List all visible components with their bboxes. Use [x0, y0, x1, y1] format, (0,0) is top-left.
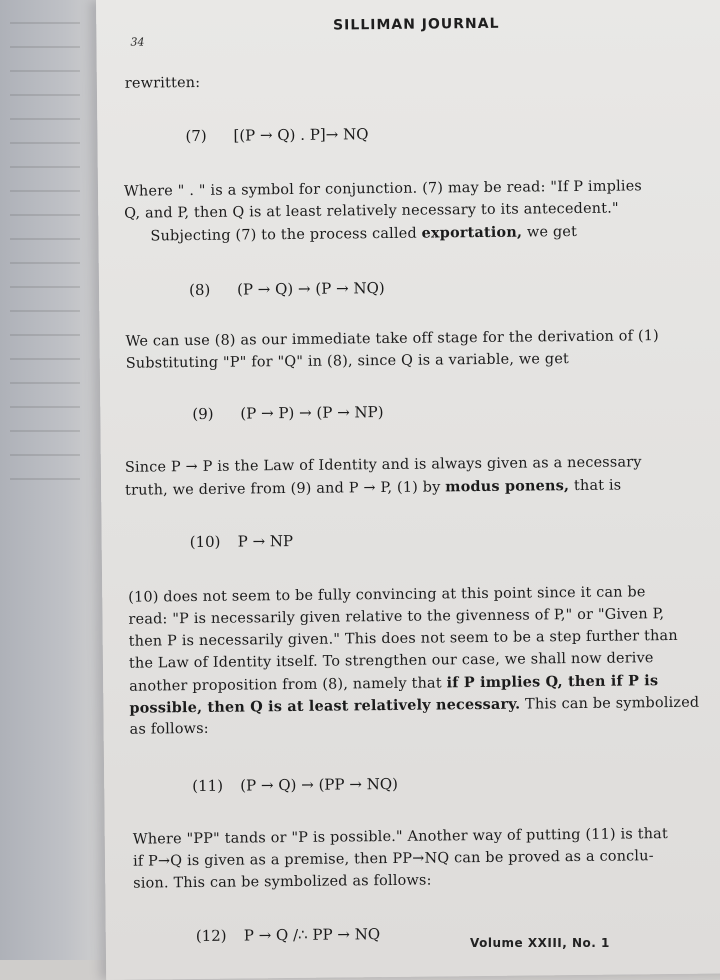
text-line: rewritten: [124, 74, 201, 92]
formula-12 [196, 925, 381, 945]
text-line: Where "PP" tands or "P is possible." Another way of putting (11) is that [132, 826, 668, 848]
text-line: Where " . " is a symbol for conjunction. (7) may be read: "If P implies [123, 178, 643, 200]
book-page [96, 0, 720, 980]
text-line: as follows: [129, 720, 209, 738]
formula-number: (10) [189, 532, 221, 552]
formula-number: (11) [192, 776, 224, 796]
formula-number: (7) [185, 126, 207, 146]
formula-text: P → Q /∴ PP → NQ [243, 925, 381, 945]
text-span: Subjecting (7) to the process called [150, 225, 422, 245]
text-line: then P is necessarily given." This does not seem to be a step further than [128, 627, 678, 650]
text-line: Q, and P, then Q is at least relatively necessary to its antecedent." [124, 200, 619, 222]
text-line: Since P → P is the Law of Identity and is always given as a necessary [124, 454, 642, 476]
formula-9 [192, 403, 383, 423]
formula-8 [189, 279, 385, 299]
text-line [129, 672, 658, 695]
text-line: sion. This can be symbolized as follows: [133, 872, 432, 892]
running-footer: Volume XXIII, No. 1 [470, 936, 610, 950]
text-line: read: "P is necessarily given relative to the givenness of P," or "Given P, [128, 606, 665, 628]
text-line [129, 694, 699, 717]
text-span: truth, we derive from (9) and P → P, (1) by [125, 479, 446, 499]
formula-text: [(P → Q) . P]→ NQ [233, 125, 369, 145]
emphasis: possible, then Q is at least relatively necessary. [129, 695, 521, 717]
text-line: Substituting "P" for "Q" in (8), since Q is a variable, we get [125, 351, 570, 372]
formula-text: (P → Q) → (P → NQ) [236, 278, 385, 299]
formula-number: (12) [195, 926, 227, 946]
formula-number: (9) [192, 404, 214, 424]
formula-7 [185, 125, 368, 145]
emphasis: if P implies Q, then if P is [446, 672, 659, 692]
text-span: that is [569, 477, 622, 495]
emphasis: exportation, [421, 223, 523, 242]
bleed-through-text [0, 0, 96, 960]
formula-11 [192, 775, 398, 795]
text-line: (10) does not seem to be fully convincing at this point since it can be [128, 584, 646, 606]
formula-10 [190, 532, 294, 551]
formula-number: (8) [188, 280, 211, 300]
text-line [150, 223, 577, 244]
text-line: We can use (8) as our immediate take off stage for the derivation of (1) [125, 328, 659, 350]
text-line: if P→Q is given as a premise, then PP→NQ can be proved as a conclu- [132, 848, 654, 870]
formula-text: (P → Q) → (PP → NQ) [240, 774, 399, 795]
text-line: the Law of Identity itself. To strengthen our case, we shall now derive [128, 650, 654, 672]
formula-text: P → NP [237, 531, 294, 551]
text-line [125, 477, 621, 499]
running-header: SILLIMAN JOURNAL [332, 15, 500, 34]
text-span: This can be symbolized [520, 694, 700, 713]
page-number: 34 [130, 35, 145, 49]
text-span: we get [522, 223, 578, 241]
formula-text: (P → P) → (P → NP) [240, 403, 384, 423]
emphasis: modus ponens, [445, 477, 570, 496]
text-span: another proposition from (8), namely that [129, 675, 447, 695]
